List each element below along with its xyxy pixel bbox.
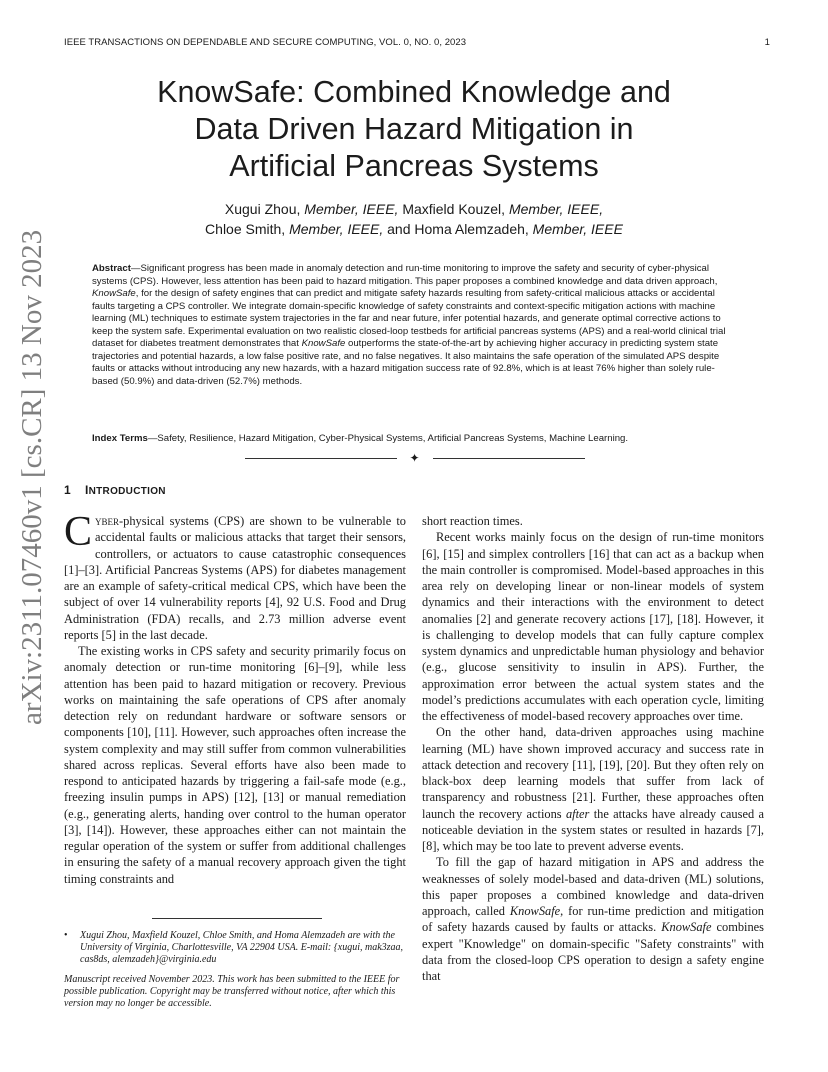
- paper-title: [64, 74, 764, 185]
- author-list: [64, 199, 764, 239]
- index-terms: [92, 433, 737, 446]
- author-membership: Member, IEEE,: [289, 221, 384, 237]
- abstract-keyword: KnowSafe: [92, 288, 136, 299]
- abstract-keyword: KnowSafe: [301, 338, 346, 349]
- footnote-rule: [152, 918, 322, 919]
- title-line: Data Driven Hazard Mitigation in: [194, 112, 634, 146]
- affiliation-text: Xugui Zhou, Maxfield Kouzel, Chloe Smith, and Homa Alemzadeh are with the University of Virginia, Charlottesville, VA 22904 USA. E-mail: {xugui, mak3zaa, cas8ds, alemzadeh}@virginia.edu: [80, 930, 404, 966]
- body-paragraph: [422, 724, 764, 854]
- arxiv-identifier-stamp[interactable]: arXiv:2311.07460v1 [cs.CR] 13 Nov 2023: [16, 229, 48, 725]
- divider-rule: [433, 458, 585, 459]
- body-paragraph: short reaction times.: [422, 514, 523, 528]
- paragraph-text: -physical systems (CPS) are shown to be vulnerable to accidental faults or malicious attacks that target their sensors, controllers, or actuators to cause catastrophic consequences [1]–[3]. Artificial Pancreas Systems (APS) for diabetes management are an example of safety-critical medical CPS, which have been the subject of over 14 vulnerability reports [4], 92 U.S. Food and Drug Administration (FDA) recalls, and 2.73 million adverse event reports [5] in the last decade.: [64, 514, 406, 642]
- abstract: [92, 263, 737, 388]
- emphasis: KnowSafe: [661, 920, 712, 935]
- abstract-text: outperforms the state-of-the-art by achieving higher accuracy in predicting system state trajectories and potential hazards, a low false positive rate, and no false negatives. It also maintains the safe operation of the simulated APS despite faults or attacks without introducing any new hazards, with a hazard mitigation success rate of 92.8%, which is at least 76% higher than solely rule-based (50.9%) and data-driven (52.7%) methods.: [92, 338, 720, 387]
- journal-name: IEEE TRANSACTIONS ON DEPENDABLE AND SECURE COMPUTING, VOL. 0, NO. 0, 2023: [64, 37, 467, 48]
- running-head: [64, 37, 770, 48]
- footnote: [64, 930, 406, 1010]
- index-terms-label: Index Terms: [92, 433, 148, 444]
- section-number: 1: [64, 483, 71, 497]
- paragraph-text: combines expert "Knowledge" on domain-specific "Safety constraints" with data from the closed-loop CPS operation to design a safety engine that: [422, 920, 764, 983]
- author-name: Xugui Zhou,: [224, 201, 305, 217]
- emphasis: after: [565, 806, 590, 821]
- body-paragraph: The existing works in CPS safety and security primarily focus on anomaly detection or run-time monitoring [6]–[9], while less attention has been paid to hazard mitigation or recovery. Previous works on maintaining the safe operations of CPS after anomaly detection rely on redundant hardware or software sensors or components [10], [11]. However, such approaches often increase the system complexity and may still suffer from common vulnerabilities shared across replicas. Several efforts have also been made to respond to anticipated hazards by triggering a fail-safe mode (e.g., freezing insulin pumps in APS) [12], [13] or manual remediation (e.g., generating alerts, handing over control to the human operator [3], [14]). However, these approaches either can not maintain the regular operation of the system or suffer from additional challenges in ensuring the safety of a manual recovery approach given the tight timing constraints and: [64, 644, 406, 886]
- author-membership: Member, IEEE,: [304, 201, 399, 217]
- paragraph-text: On the other hand, data-driven approaches using machine learning (ML) have shown improved accuracy and success rate in attack detection and recovery [11], [19], [20]. But they often rely on black-box deep learning models that suffer from lack of transparency and robustness [21]. Further, these approaches often launch the recovery actions: [422, 725, 764, 821]
- right-column: [422, 513, 764, 984]
- paragraph-text: To fill the gap of hazard mitigation in APS and address the weaknesses of solely model-based and data-driven (ML) solutions, this paper proposes a combined knowledge and data-driven approach, called: [422, 855, 764, 918]
- small-caps-lead: yber: [95, 514, 120, 528]
- abstract-text: —Significant progress has been made in anomaly detection and run-time monitoring to improve the safety and security of cyber-physical systems (CPS). However, less attention has been paid to hazard mitigation. This paper proposes a combined knowledge and data driven approach,: [92, 263, 718, 287]
- divider-rule: [245, 458, 397, 459]
- author-name: Chloe Smith,: [205, 221, 290, 237]
- author-name: Maxfield Kouzel,: [398, 201, 509, 217]
- paragraph-text: the attacks have already caused a noticeable deviation in the system states or resulted in hazards [7], [8], which may be too late to prevent adverse events.: [422, 806, 764, 853]
- author-line: [64, 219, 764, 239]
- author-name: and Homa Alemzadeh,: [383, 221, 533, 237]
- diamond-ornament-icon: ✦: [409, 451, 420, 465]
- manuscript-note: Manuscript received November 2023. This work has been submitted to the IEEE for possible publication. Copyright may be transferred without notice, after which this version may no longer be accessible.: [64, 973, 400, 1010]
- author-membership: Member, IEEE: [532, 221, 623, 237]
- section-heading: [64, 483, 166, 497]
- author-membership: Member, IEEE,: [508, 201, 604, 217]
- index-terms-text: —Safety, Resilience, Hazard Mitigation, Cyber-Physical Systems, Artificial Pancreas Systems, Machine Learning.: [147, 433, 629, 444]
- author-line: [64, 199, 764, 219]
- drop-cap: C: [64, 509, 93, 555]
- section-divider: [245, 452, 585, 464]
- body-paragraph: [422, 854, 764, 984]
- paragraph-text: , for run-time prediction and mitigation of safety hazards caused by faults or attacks.: [422, 904, 764, 935]
- bullet-icon: •: [64, 930, 68, 941]
- abstract-text: , for the design of safety engines that can predict and mitigate safety hazards resulting from safety-critical malicious attacks or accidental faults targeting a CPS controller. We integrate domain-specific knowledge of safety constraints and context-specific mitigation actions with machine learning (ML) techniques to estimate system trajectories in the far and near future, infer potential hazards, and generate optimal corrective actions to keep the system safe. Experimental evaluation on two realistic closed-loop testbeds for artificial pancreas systems (APS) and a real-world clinical trial dataset for diabetes treatment demonstrates that: [92, 288, 726, 349]
- title-line: KnowSafe: Combined Knowledge and: [157, 75, 671, 109]
- footnote-affiliation: [64, 930, 406, 967]
- body-paragraph: Recent works mainly focus on the design of run-time monitors [6], [15] and simplex controllers [16] that can act as a backup when the main controller is compromised. Model-based approaches in this area rely on developing linear or non-linear models of system dynamics and their interactions with the environment to detect anomalies [2] and generate recovery actions [17], [18]. However, it is challenging to develop models that can fully capture complex system dynamics and unpredictable human physiology and behavior (e.g., glucose sensitivity to insulin in APS). Further, the approximation error between the actual system states and the model’s predictions accumulates with each operation cycle, limiting the effectiveness of model-based recovery approaches over time.: [422, 530, 764, 723]
- page-number: 1: [764, 37, 770, 48]
- abstract-label: Abstract: [92, 263, 131, 274]
- title-line: Artificial Pancreas Systems: [229, 149, 599, 183]
- left-column: [64, 509, 406, 887]
- section-title-rest: NTRODUCTION: [88, 486, 166, 497]
- emphasis: KnowSafe: [509, 904, 561, 918]
- body-paragraph: [64, 509, 406, 643]
- section-title-initial: I: [84, 483, 89, 497]
